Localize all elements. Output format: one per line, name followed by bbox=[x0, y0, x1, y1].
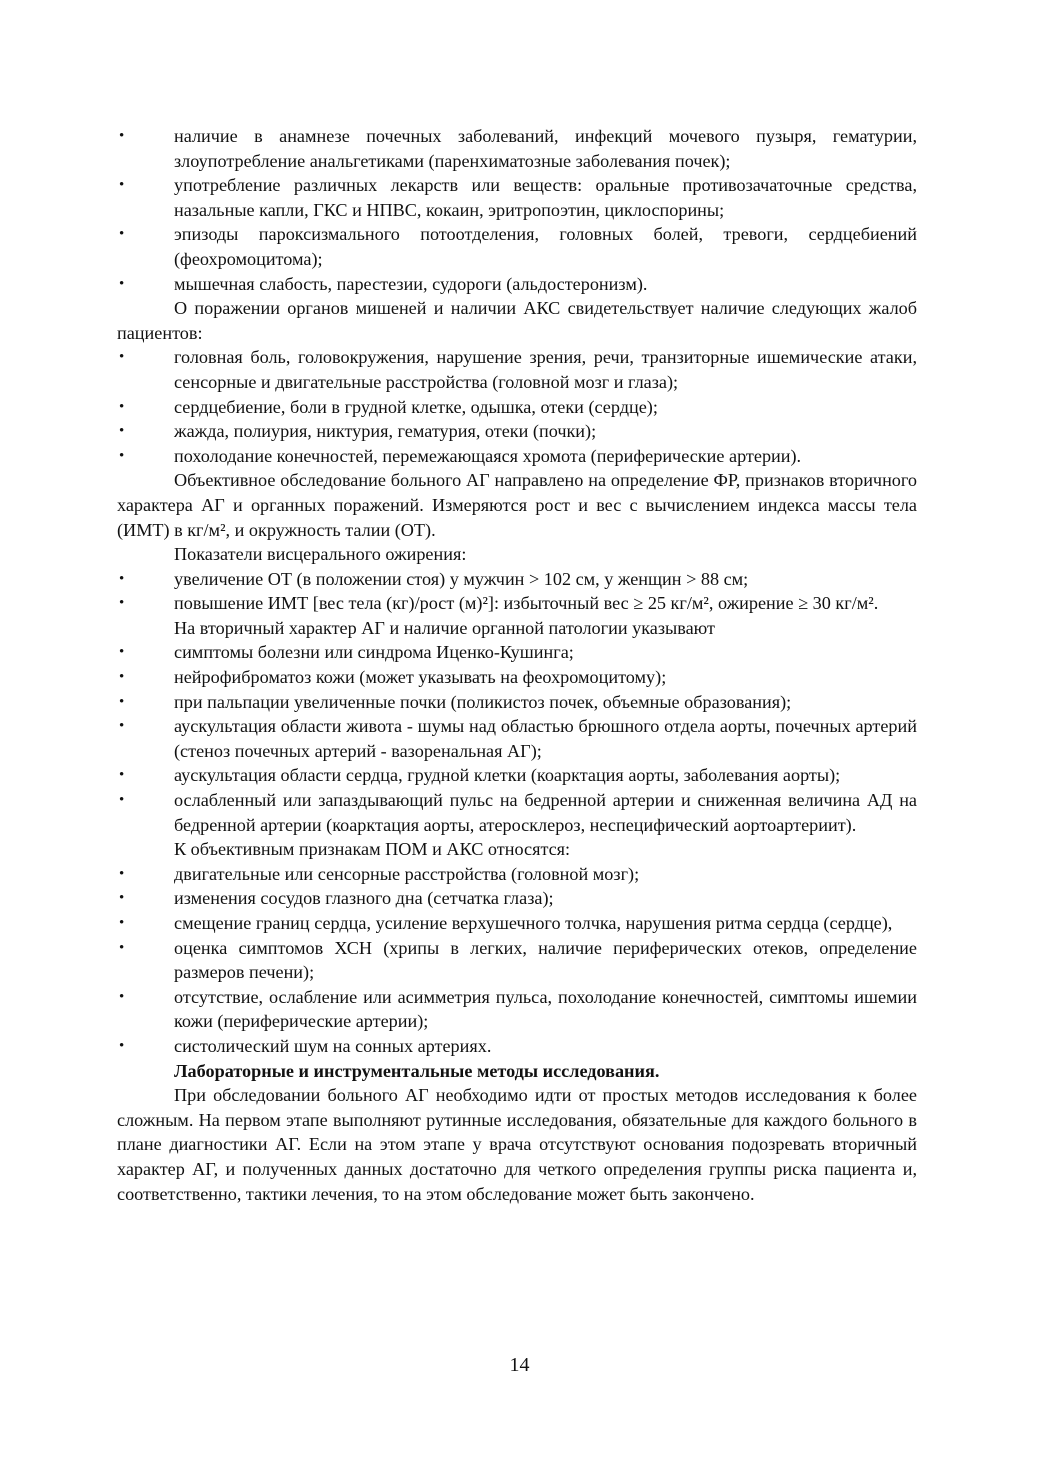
bullet: • bbox=[119, 398, 125, 415]
list-item bbox=[117, 395, 917, 420]
list-item-text: употребление различных лекарств или веществ: оральные противозачаточные средства, назальные капли, ГКС и НПВС, кокаин, эритропоэтин, циклоспорины; bbox=[174, 175, 917, 220]
list-item bbox=[117, 690, 917, 715]
list-item bbox=[117, 640, 917, 665]
list-item bbox=[117, 124, 917, 173]
list-item bbox=[117, 862, 917, 887]
list-item bbox=[117, 567, 917, 592]
list-item-text: похолодание конечностей, перемежающаяся хромота (периферические артерии). bbox=[174, 445, 802, 466]
page-number: 14 bbox=[509, 1354, 530, 1376]
paragraph: На вторичный характер АГ и наличие органной патологии указывают bbox=[174, 617, 715, 638]
bullet: • bbox=[119, 1037, 125, 1054]
list-item bbox=[117, 444, 917, 469]
bullet: • bbox=[119, 890, 125, 907]
list-item-text: головная боль, головокружения, нарушение зрения, речи, транзиторные ишемические атаки, сенсорные и двигательные расстройства (головной мозг и глаза); bbox=[174, 347, 917, 392]
bullet: • bbox=[119, 128, 125, 144]
list-item-text: отсутствие, ослабление или асимметрия пульса, похолодание конечностей, симптомы ишемии кожи (периферические артерии); bbox=[174, 986, 917, 1032]
list-item-text: аускультация области сердца, грудной клетки (коарктация аорты, заболевания аорты); bbox=[174, 765, 841, 786]
bullet: • bbox=[119, 275, 125, 292]
list-item bbox=[117, 272, 917, 297]
bullet: • bbox=[119, 349, 125, 366]
list-item-text: увеличение ОТ (в положении стоя) у мужчин > 102 см, у женщин > 88 см; bbox=[174, 568, 749, 589]
bullet: • bbox=[119, 595, 125, 612]
list-item bbox=[117, 936, 917, 985]
paragraph: При обследовании больного АГ необходимо идти от простых методов исследования к более сложным. На первом этапе выполняют рутинные исследования, обязательные для каждого больного в плане диагностики АГ. Если на этом этапе у врача отсутствуют основания подозревать вторичный характер АГ, и полученных данных достаточно для четкого определения группы риска пациента и, соответственно, тактики лечения, то на этом обследование может быть закончено. bbox=[117, 1085, 917, 1204]
bullet: • bbox=[119, 447, 125, 464]
paragraph: Показатели висцерального ожирения: bbox=[174, 544, 467, 565]
page-body bbox=[117, 124, 917, 1206]
section-heading: Лабораторные и инструментальные методы исследования. bbox=[174, 1060, 660, 1081]
list-item bbox=[117, 911, 917, 936]
bullet: • bbox=[119, 177, 125, 194]
list-item bbox=[117, 714, 917, 763]
list-item-text: симптомы болезни или синдрома Иценко-Кушинга; bbox=[174, 642, 574, 663]
bullet: • bbox=[119, 718, 125, 735]
list-item-text: сердцебиение, боли в грудной клетке, одышка, отеки (сердце); bbox=[174, 396, 658, 417]
list-item bbox=[117, 763, 917, 788]
bullet: • bbox=[119, 570, 125, 587]
list-item-text: ослабленный или запаздывающий пульс на бедренной артерии и сниженная величина АД на бедренной артерии (коарктация аорты, атеросклероз, неспецифический аортоартериит). bbox=[174, 790, 917, 835]
list-item bbox=[117, 1034, 917, 1059]
paragraph: Объективное обследование больного АГ направлено на определение ФР, признаков вторичного характера АГ и органных поражений. Измеряются рост и вес с вычислением индекса массы тела (ИМТ) в кг/м², и окружность талии (ОТ). bbox=[117, 470, 917, 540]
list-item-text: наличие в анамнезе почечных заболеваний, инфекций мочевого пузыря, гематурии, злоупотребление анальгетиками (паренхиматозные заболевания почек); bbox=[174, 126, 917, 171]
list-item bbox=[117, 665, 917, 690]
paragraph: О поражении органов мишеней и наличии АКС свидетельствует наличие следующих жалоб пациентов: bbox=[117, 298, 917, 343]
list-item-text: смещение границ сердца, усиление верхушечного толчка, нарушения ритма сердца (сердце), bbox=[174, 913, 893, 933]
list-item-text: систолический шум на сонных артериях. bbox=[174, 1035, 492, 1056]
bullet: • bbox=[119, 644, 125, 661]
list-item-text: изменения сосудов глазного дна (сетчатка глаза); bbox=[174, 888, 554, 909]
list-item bbox=[117, 222, 917, 271]
list-item bbox=[117, 985, 917, 1034]
bullet: • bbox=[119, 792, 125, 809]
bullet: • bbox=[119, 767, 125, 784]
list-item bbox=[117, 886, 917, 911]
bullet: • bbox=[119, 693, 125, 710]
bullet: • bbox=[119, 865, 125, 882]
bullet: • bbox=[119, 423, 125, 440]
list-item bbox=[117, 173, 917, 222]
bullet: • bbox=[119, 988, 125, 1005]
list-item bbox=[117, 788, 917, 837]
paragraph: К объективным признакам ПОМ и АКС относятся: bbox=[174, 839, 571, 860]
list-item-text: повышение ИМТ [вес тела (кг)/рост (м)²]: избыточный вес ≥ 25 кг/м², ожирение ≥ 30 кг/м². bbox=[174, 593, 879, 614]
bullet: • bbox=[119, 669, 125, 686]
list-item-text: жажда, полиурия, никтурия, гематурия, отеки (почки); bbox=[174, 421, 597, 442]
list-item-text: мышечная слабость, парестезии, судороги (альдостеронизм). bbox=[174, 273, 648, 294]
bullet: • bbox=[119, 226, 125, 243]
list-item-text: эпизоды пароксизмального потоотделения, головных болей, тревоги, сердцебиений (феохромоцитома); bbox=[174, 224, 917, 269]
list-item bbox=[117, 345, 917, 394]
list-item-text: аускультация области живота - шумы над областью брюшного отдела аорты, почечных артерий (стеноз почечных артерий - вазоренальная АГ); bbox=[174, 716, 917, 761]
bullet: • bbox=[119, 915, 125, 931]
list-item-text: при пальпации увеличенные почки (поликистоз почек, объемные образования); bbox=[174, 691, 792, 712]
list-item bbox=[117, 419, 917, 444]
list-item-text: двигательные или сенсорные расстройства (головной мозг); bbox=[174, 863, 640, 884]
list-item bbox=[117, 591, 917, 616]
list-item-text: оценка симптомов ХСН (хрипы в легких, наличие периферических отеков, определение размеров печени); bbox=[174, 937, 917, 983]
list-item-text: нейрофиброматоз кожи (может указывать на феохромоцитому); bbox=[174, 667, 667, 688]
bullet: • bbox=[119, 939, 125, 956]
